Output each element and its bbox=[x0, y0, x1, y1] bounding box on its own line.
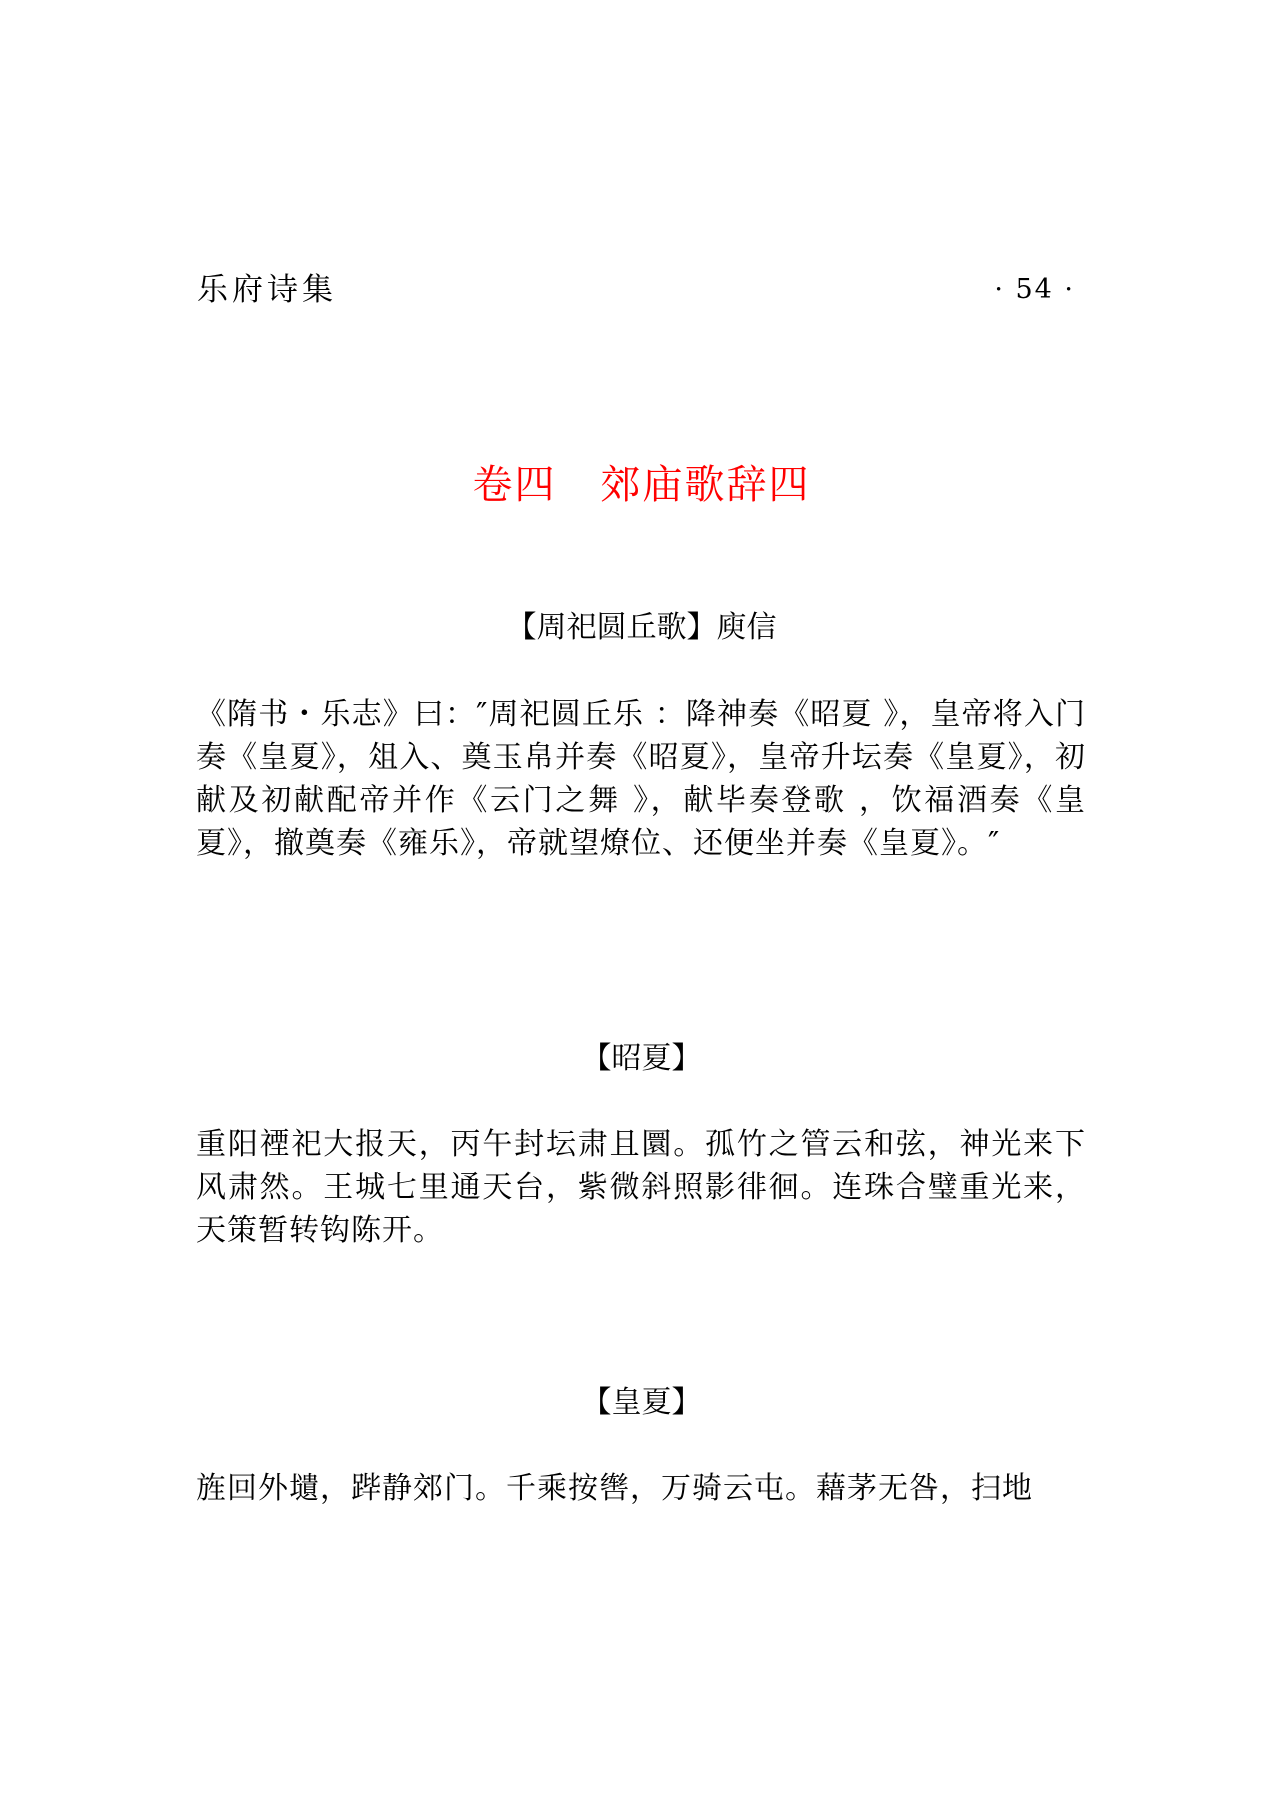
section-heading-huangxia: 【皇夏】 bbox=[581, 1385, 702, 1420]
section-text-huangxia: 旌回外壝，跸静郊门。千乘按辔，万骑云屯。藉茅无咎，扫地 bbox=[196, 1471, 1033, 1506]
section-text-zhaoxia: 重阳禋祀大报天，丙午封坛肃且圜。孤竹之管云和弦，神光来下风肃然。王城七里通天台，紫微斜照影徘徊。连珠合璧重光来，天策暂转钩陈开。 bbox=[196, 1127, 1086, 1248]
section-heading-zhaoxia: 【昭夏】 bbox=[581, 1041, 702, 1076]
chapter-name: 郊庙歌辞四 bbox=[600, 462, 811, 508]
section-heading-zhousi: 【周祀圆丘歌】庾信 bbox=[506, 610, 777, 645]
running-header-title: 乐府诗集 bbox=[197, 272, 337, 308]
page-number: · 54 · bbox=[994, 274, 1075, 305]
chapter-volume: 卷四 bbox=[472, 462, 557, 508]
section-text-zhousi: 《隋书・乐志》曰：″周祀圆丘乐 ：降神奏《昭夏 》，皇帝将入门奏《皇夏》，俎入、奠玉帛并奏《昭夏》，皇帝升坛奏《皇夏》，初献及初献配帝并作《云门之舞 》，献毕奏登歌 ，饮福酒奏《皇夏》，撤奠奏《雍乐》，帝就望燎位、还便坐并奏《皇夏》。″ bbox=[196, 697, 1086, 861]
chapter-title bbox=[0, 457, 1283, 513]
